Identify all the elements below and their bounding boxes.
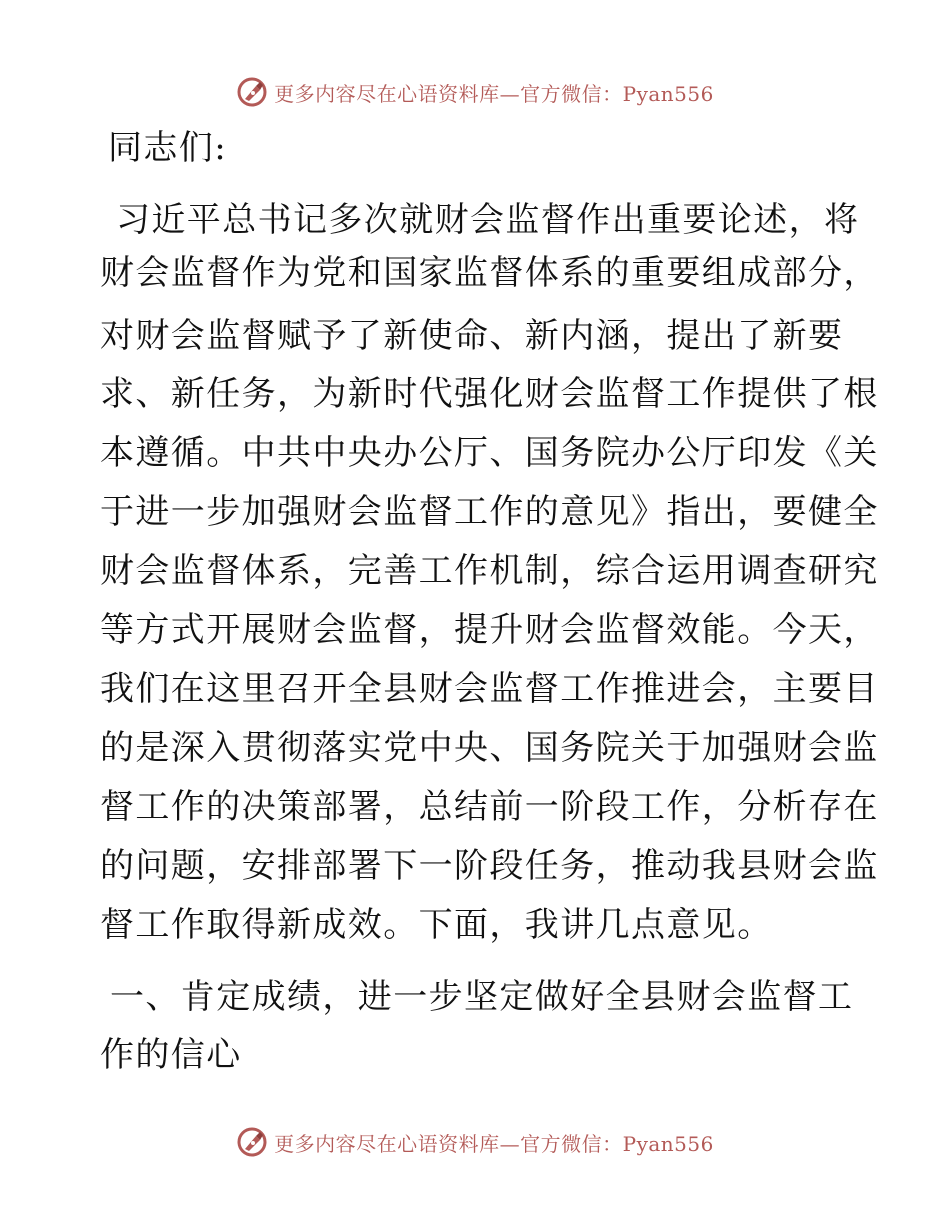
paragraph-line: 财会监督作为党和国家监督体系的重要组成部分， — [100, 253, 879, 293]
paragraph-line: 我们在这里召开全县财会监督工作推进会，主要目 — [100, 669, 879, 709]
paragraph-line: 的问题，安排部署下一阶段任务，推动我县财会监 — [100, 846, 879, 886]
paragraph-line: 求、新任务，为新时代强化财会监督工作提供了根 — [100, 374, 879, 414]
footer-watermark-banner — [0, 1122, 950, 1162]
header-banner-text: 更多内容尽在心语资料库—官方微信：Pyan556 — [274, 81, 714, 106]
paragraph-line: 习近平总书记多次就财会监督作出重要论述，将 — [116, 200, 860, 240]
section-heading-line: 作的信心 — [100, 1035, 242, 1075]
paragraph-line: 本遵循。中共中央办公厅、国务院办公厅印发《关 — [100, 433, 879, 473]
paragraph-line: 财会监督体系，完善工作机制，综合运用调查研究 — [100, 551, 879, 591]
paragraph-line: 的是深入贯彻落实党中央、国务院关于加强财会监 — [100, 728, 879, 768]
greeting: 同志们: — [108, 128, 228, 168]
fountain-pen-nib-logo-icon — [236, 76, 268, 108]
paragraph-line: 于进一步加强财会监督工作的意见》指出，要健全 — [100, 492, 879, 532]
fountain-pen-nib-logo-icon — [236, 1126, 268, 1158]
footer-banner-text: 更多内容尽在心语资料库—官方微信：Pyan556 — [274, 1131, 714, 1156]
paragraph-line: 督工作的决策部署，总结前一阶段工作，分析存在 — [100, 787, 879, 827]
section-heading-line: 一、肯定成绩，进一步坚定做好全县财会监督工 — [110, 977, 854, 1017]
paragraph-line: 对财会监督赋予了新使命、新内涵，提出了新要 — [100, 316, 844, 356]
paragraph-line: 等方式开展财会监督，提升财会监督效能。今天， — [100, 610, 879, 650]
paragraph-line: 督工作取得新成效。下面，我讲几点意见。 — [100, 905, 773, 945]
header-watermark-banner — [0, 72, 950, 112]
